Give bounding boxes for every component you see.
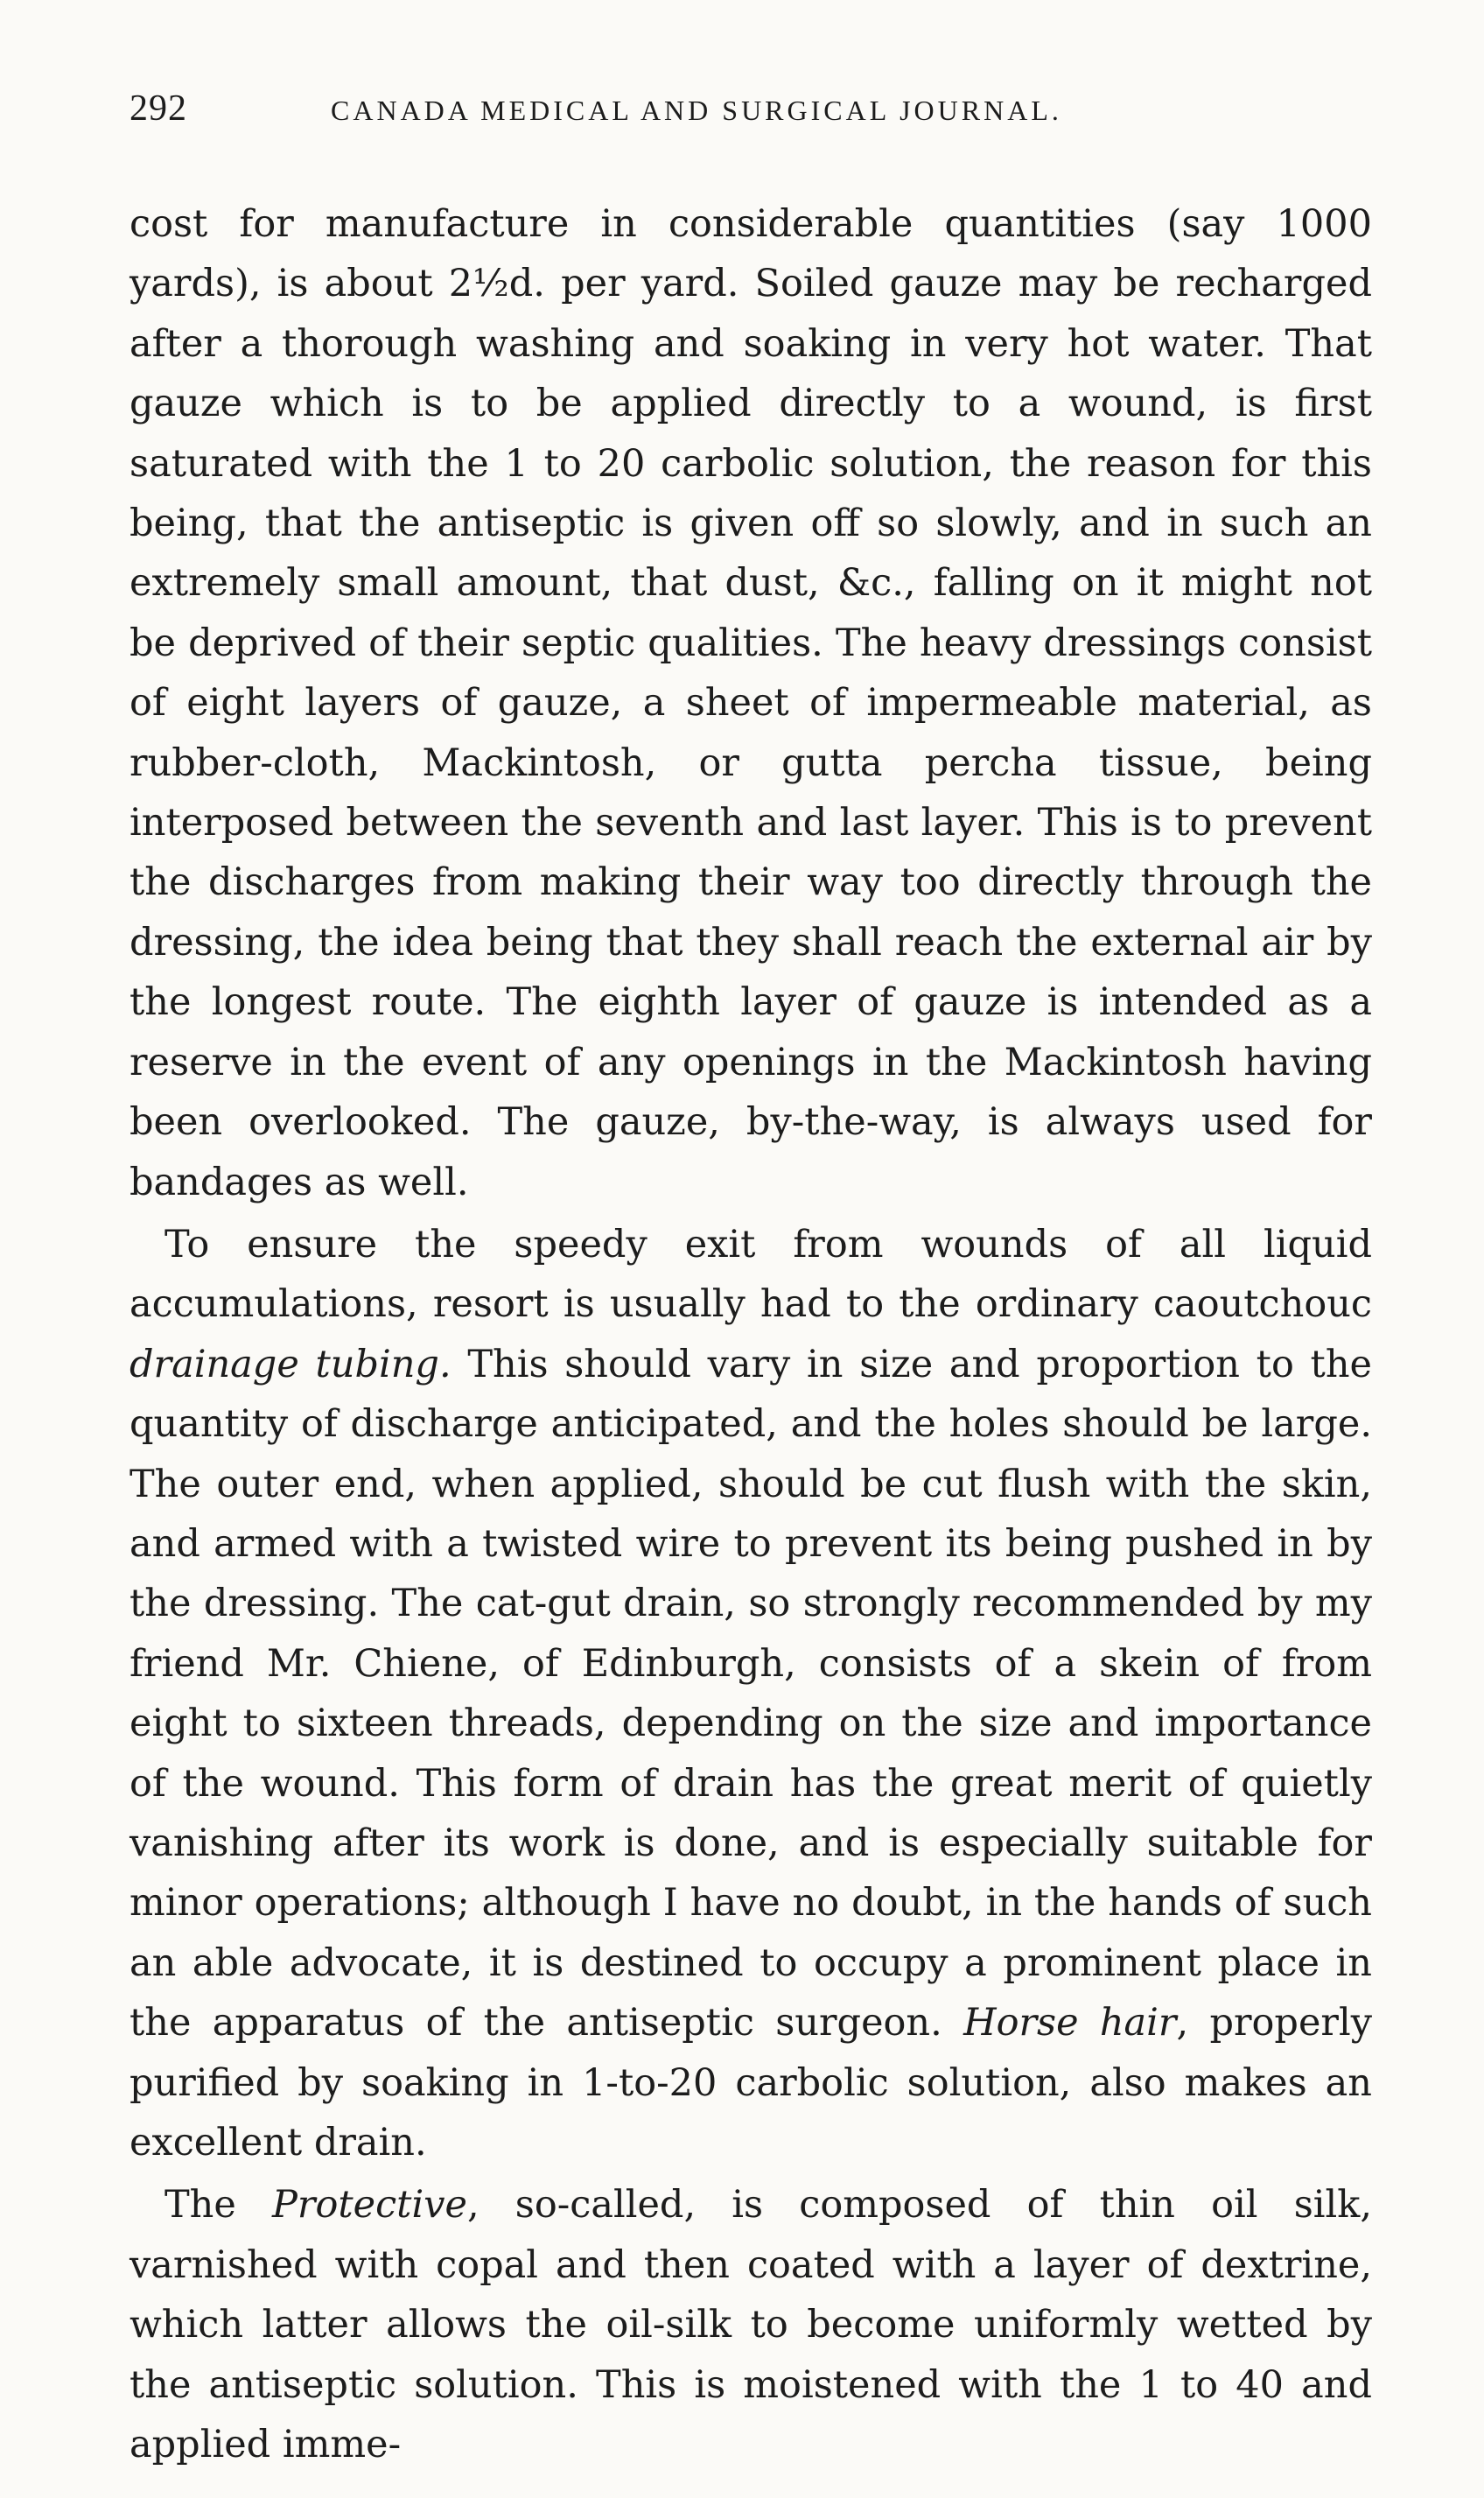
page-number: 292 bbox=[130, 88, 187, 129]
paragraph-protective bbox=[130, 2175, 1372, 2474]
paragraph-gauze-dressings: cost for manufacture in considerable quantities (say 1000 yards), is about 2½d. per yard. Soiled gauze may be recharged after a thorough washing and soaking in very hot water. That gauze which is to be applied directly to a wound, is first saturated with the 1 to 20 carbolic solution, the reason for this being, that the antiseptic is given off so slowly, and in such an extremely small amount, that dust, &c., falling on it might not be deprived of their septic qualities. The heavy dressings consist of eight layers of gauze, a sheet of impermeable material, as rubber-cloth, Mackintosh, or gutta percha tissue, being interposed between the seventh and last layer. This is to prevent the discharges from making their way too directly through the dressing, the idea being that they shall reach the external air by the longest route. The eighth layer of gauze is intended as a reserve in the event of any openings in the Mackintosh having been overlooked. The gauze, by-the-way, is always used for bandages as well. bbox=[130, 202, 1372, 1204]
paragraph-drainage-text-3: , properly purified by soaking in 1-to-20 carbolic solution, also makes an excellent drain. bbox=[130, 2001, 1372, 2165]
protective-term: Protective bbox=[271, 2183, 467, 2228]
paragraph-protective-text-1: The bbox=[164, 2183, 272, 2228]
drainage-tubing-term: drainage tubing. bbox=[130, 1342, 452, 1386]
running-head bbox=[130, 88, 1372, 149]
paragraph-drainage-text-1: To ensure the speedy exit from wounds of all liquid accumulations, resort is usually had to the ordinary caoutchouc bbox=[130, 1222, 1372, 1327]
article-body bbox=[130, 194, 1372, 2474]
paragraph-protective-text-2: , so-called, is composed of thin oil silk, varnished with copal and then coated with a layer of dextrine, which latter allows the oil-silk to become uniformly wetted by the antiseptic solution. This is moistened with the 1 to 40 and applied imme- bbox=[130, 2183, 1372, 2467]
horse-hair-term: Horse hair bbox=[963, 2001, 1177, 2045]
journal-page bbox=[130, 88, 1372, 2474]
paragraph-drainage-text-2: This should vary in size and proportion to the quantity of discharge anticipated, and the holes should be large. The outer end, when applied, should be cut flush with the skin, and armed with a twisted wire to prevent its being pushed in by the dressing. The cat-gut drain, so strongly recommended by my friend Mr. Chiene, of Edinburgh, consists of a skein of from eight to sixteen threads, depending on the size and importance of the wound. This form of drain has the great merit of quietly vanishing after its work is done, and is especially suitable for minor operations; although I have no doubt, in the hands of such an able advocate, it is destined to occupy a prominent place in the apparatus of the antiseptic surgeon. bbox=[130, 1342, 1372, 2045]
journal-title: CANADA MEDICAL AND SURGICAL JOURNAL. bbox=[331, 95, 1062, 126]
paragraph-drainage bbox=[130, 1215, 1372, 2173]
